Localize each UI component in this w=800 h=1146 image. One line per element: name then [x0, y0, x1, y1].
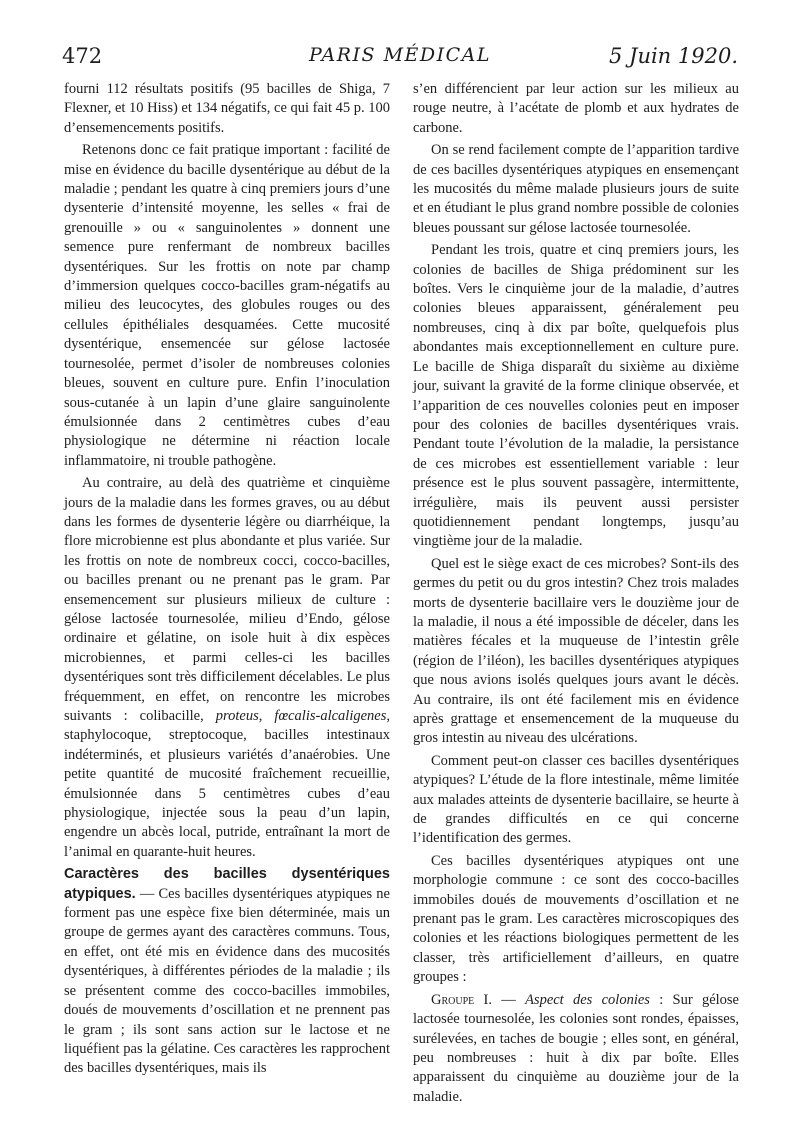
group-subtitle: Aspect des colonies — [525, 991, 650, 1008]
paragraph: On se rend facilement compte de l’apparition tardive de ces bacilles dysentériques atypiques en ensemençant les mucosités du même malade plusieurs jours de suite et en étudiant le plus grand nombre possible de colonies bleues poussant sur gélose lactosée tournesolée. — [413, 142, 739, 236]
section-paragraph — [64, 865, 390, 1078]
separator: — — [492, 991, 526, 1008]
page-number: 472 — [62, 44, 103, 68]
paragraph — [413, 991, 739, 1107]
running-header — [62, 44, 738, 74]
paragraph: Quel est le siège exact de ces microbes? Sont-ils des germes du petit ou du gros intestin? Chez trois malades morts de dysenterie bacillaire vers le douzième jour de la maladie, il nous a été impossible de déceler, dans les matières fécales et la muqueuse de l’intestin grêle (région de l’iléon), les bacilles dysentériques atypiques que nous avions isolés quelques jours avant le décès. Au contraire, ils ont été facilement mis en évidence après grattage et ensemencement de la muqueuse du gros intestin au niveau des ulcérations. — [413, 555, 739, 747]
separator: , — [258, 708, 275, 724]
paragraph-text: : Sur gélose lactosée tournesolée, les colonies sont rondes, épaisses, surélevées, en taches de bougie ; elles sont, en général, peu nombreuses : huit à dix par boîte. Elles apparaissent du cinquième au douzième jour de la maladie. — [413, 991, 739, 1105]
paragraph: Pendant les trois, quatre et cinq premiers jours, les colonies de bacilles de Shiga prédominent sur les boîtes. Vers le cinquième jour de la maladie, d’autres colonies bleues apparaissent, généralement peu nombreuses, cinq à dix par boîte, quelquefois plus abondantes mais exceptionnellement en culture pure. Le bacille de Shiga disparaît du sixième au dixième jour, suivant la gravité de la forme clinique observée, et l’apparition de ces nouvelles colonies peut en imposer pour des colonies de bacilles dysentériques vrais. Pendant toute l’évolution de la maladie, la persistance de ces microbes est essentiellement variable : leur présence est le plus souvent passagère, intermittente, irrégulière, mais ils peuvent aussi persister quotidiennement pendant longtemps, jusqu’au vingtième jour de la maladie. — [413, 242, 739, 550]
italic-term-proteus: proteus — [215, 708, 259, 724]
section-heading: Caractères des bacilles dysentériques atypiques. — [64, 866, 390, 902]
issue-date: 5 Juin 1920. — [608, 44, 738, 68]
paragraph-text: — Ces bacilles dysentériques atypiques ne forment pas une espèce fixe bien déterminée, mais un groupe de germes ayant des caractères communs. Tous, en effet, ont été mis en évidence dans des mucosités dysentériques, à différentes périodes de la maladie ; ils se présentent comme des cocco-bacilles immobiles, doués de mouvements d’oscillation et ne prennent pas le gram ; ils sont sans action sur le lactose et ne liquéfient pas la gélatine. Ces caractères les rapprochent des bacilles dysentériques, mais ils — [64, 885, 390, 1077]
paragraph: Retenons donc ce fait pratique important : facilité de mise en évidence du bacille dysentérique au début de la maladie ; pendant les quatre à cinq premiers jours d’une dysenterie d’intensité moyenne, les selles « frai de grenouille » ou « sanguinolentes » donnent une semence pure renfermant de nombreux bacilles dysentériques. Sur les frottis on note par champ d’immersion quelques cocco-bacilles gram-négatifs au milieu des leucocytes, des globules rouges ou des cellules épithéliales desquamées. Cette mucosité dysentérique, ensemencée sur gélose lactosée tournesolée, permet d’isoler de nombreuses colonies bleues, souvent en culture pure. Enfin l’inoculation sous-cutanée à un lapin d’une glaire sanguinolente émulsionnée dans 2 centimètres cubes d’eau physiologique ne détermine ni réaction locale inflammatoire, ni trouble pathogène. — [64, 142, 390, 469]
paragraph: s’en différencient par leur action sur les milieux au rouge neutre, à l’acétate de plomb et aux hydrates de carbone. — [413, 81, 739, 136]
paragraph: Ces bacilles dysentériques atypiques ont une morphologie commune : ce sont des cocco-bacilles immobiles doués de mouvements d’oscillation et ne prenant pas le gram. Les caractères microscopiques des colonies et les réactions biologiques permettent de les classer, très artificiellement d’ailleurs, en quatre groupes : — [413, 852, 739, 986]
paragraph: Comment peut-on classer ces bacilles dysentériques atypiques? L’étude de la flore intestinale, même limitée aux malades atteints de dysenterie bacillaire, se heurte à de grandes difficultés en ce qui concerne l’identification des germes. — [413, 752, 739, 847]
group-label: Groupe I. — [431, 991, 492, 1008]
journal-title: PARIS MÉDICAL — [308, 44, 492, 66]
italic-term-faecalis: fœcalis-alcaligenes — [274, 708, 387, 724]
right-column — [413, 80, 739, 1110]
paragraph-text: , staphylocoque, streptocoque, bacilles intestinaux indéterminés, et plusieurs variétés d’anaérobies. Une petite quantité de mucosité fraîchement recueillie, émulsionnée dans 5 centimètres cubes d’eau physiologique, injectée sous la peau d’un lapin, engendre un abcès local, putride, entraînant la mort de l’animal en quarante-huit heures. — [64, 708, 390, 860]
paragraph: fourni 112 résultats positifs (95 bacilles de Shiga, 7 Flexner, et 10 Hiss) et 134 négatifs, ce qui fait 45 p. 100 d’ensemencements positifs. — [64, 81, 391, 136]
left-column — [64, 80, 390, 1082]
paragraph — [64, 474, 390, 862]
paragraph-text: Au contraire, au delà des quatrième et cinquième jours de la maladie dans les formes graves, ou au début dans les formes de dysenterie légère ou diarrhéique, la flore microbienne est plus abondante et plus variée. Sur les frottis on note de nombreux cocci, cocco-bacilles, ou bacilles prenant ou ne prenant pas le gram. Par ensemencement sur plusieurs milieux de culture : gélose lactosée tournesolée, milieu d’Endo, gélose ordinaire et gélatine, on isole huit à dix espèces microbiennes, et parmi celles-ci les bacilles dysentériques sont très difficilement décelables. Le plus fréquemment, en effet, on rencontre les microbes suivants : colibacille, — [64, 475, 390, 724]
